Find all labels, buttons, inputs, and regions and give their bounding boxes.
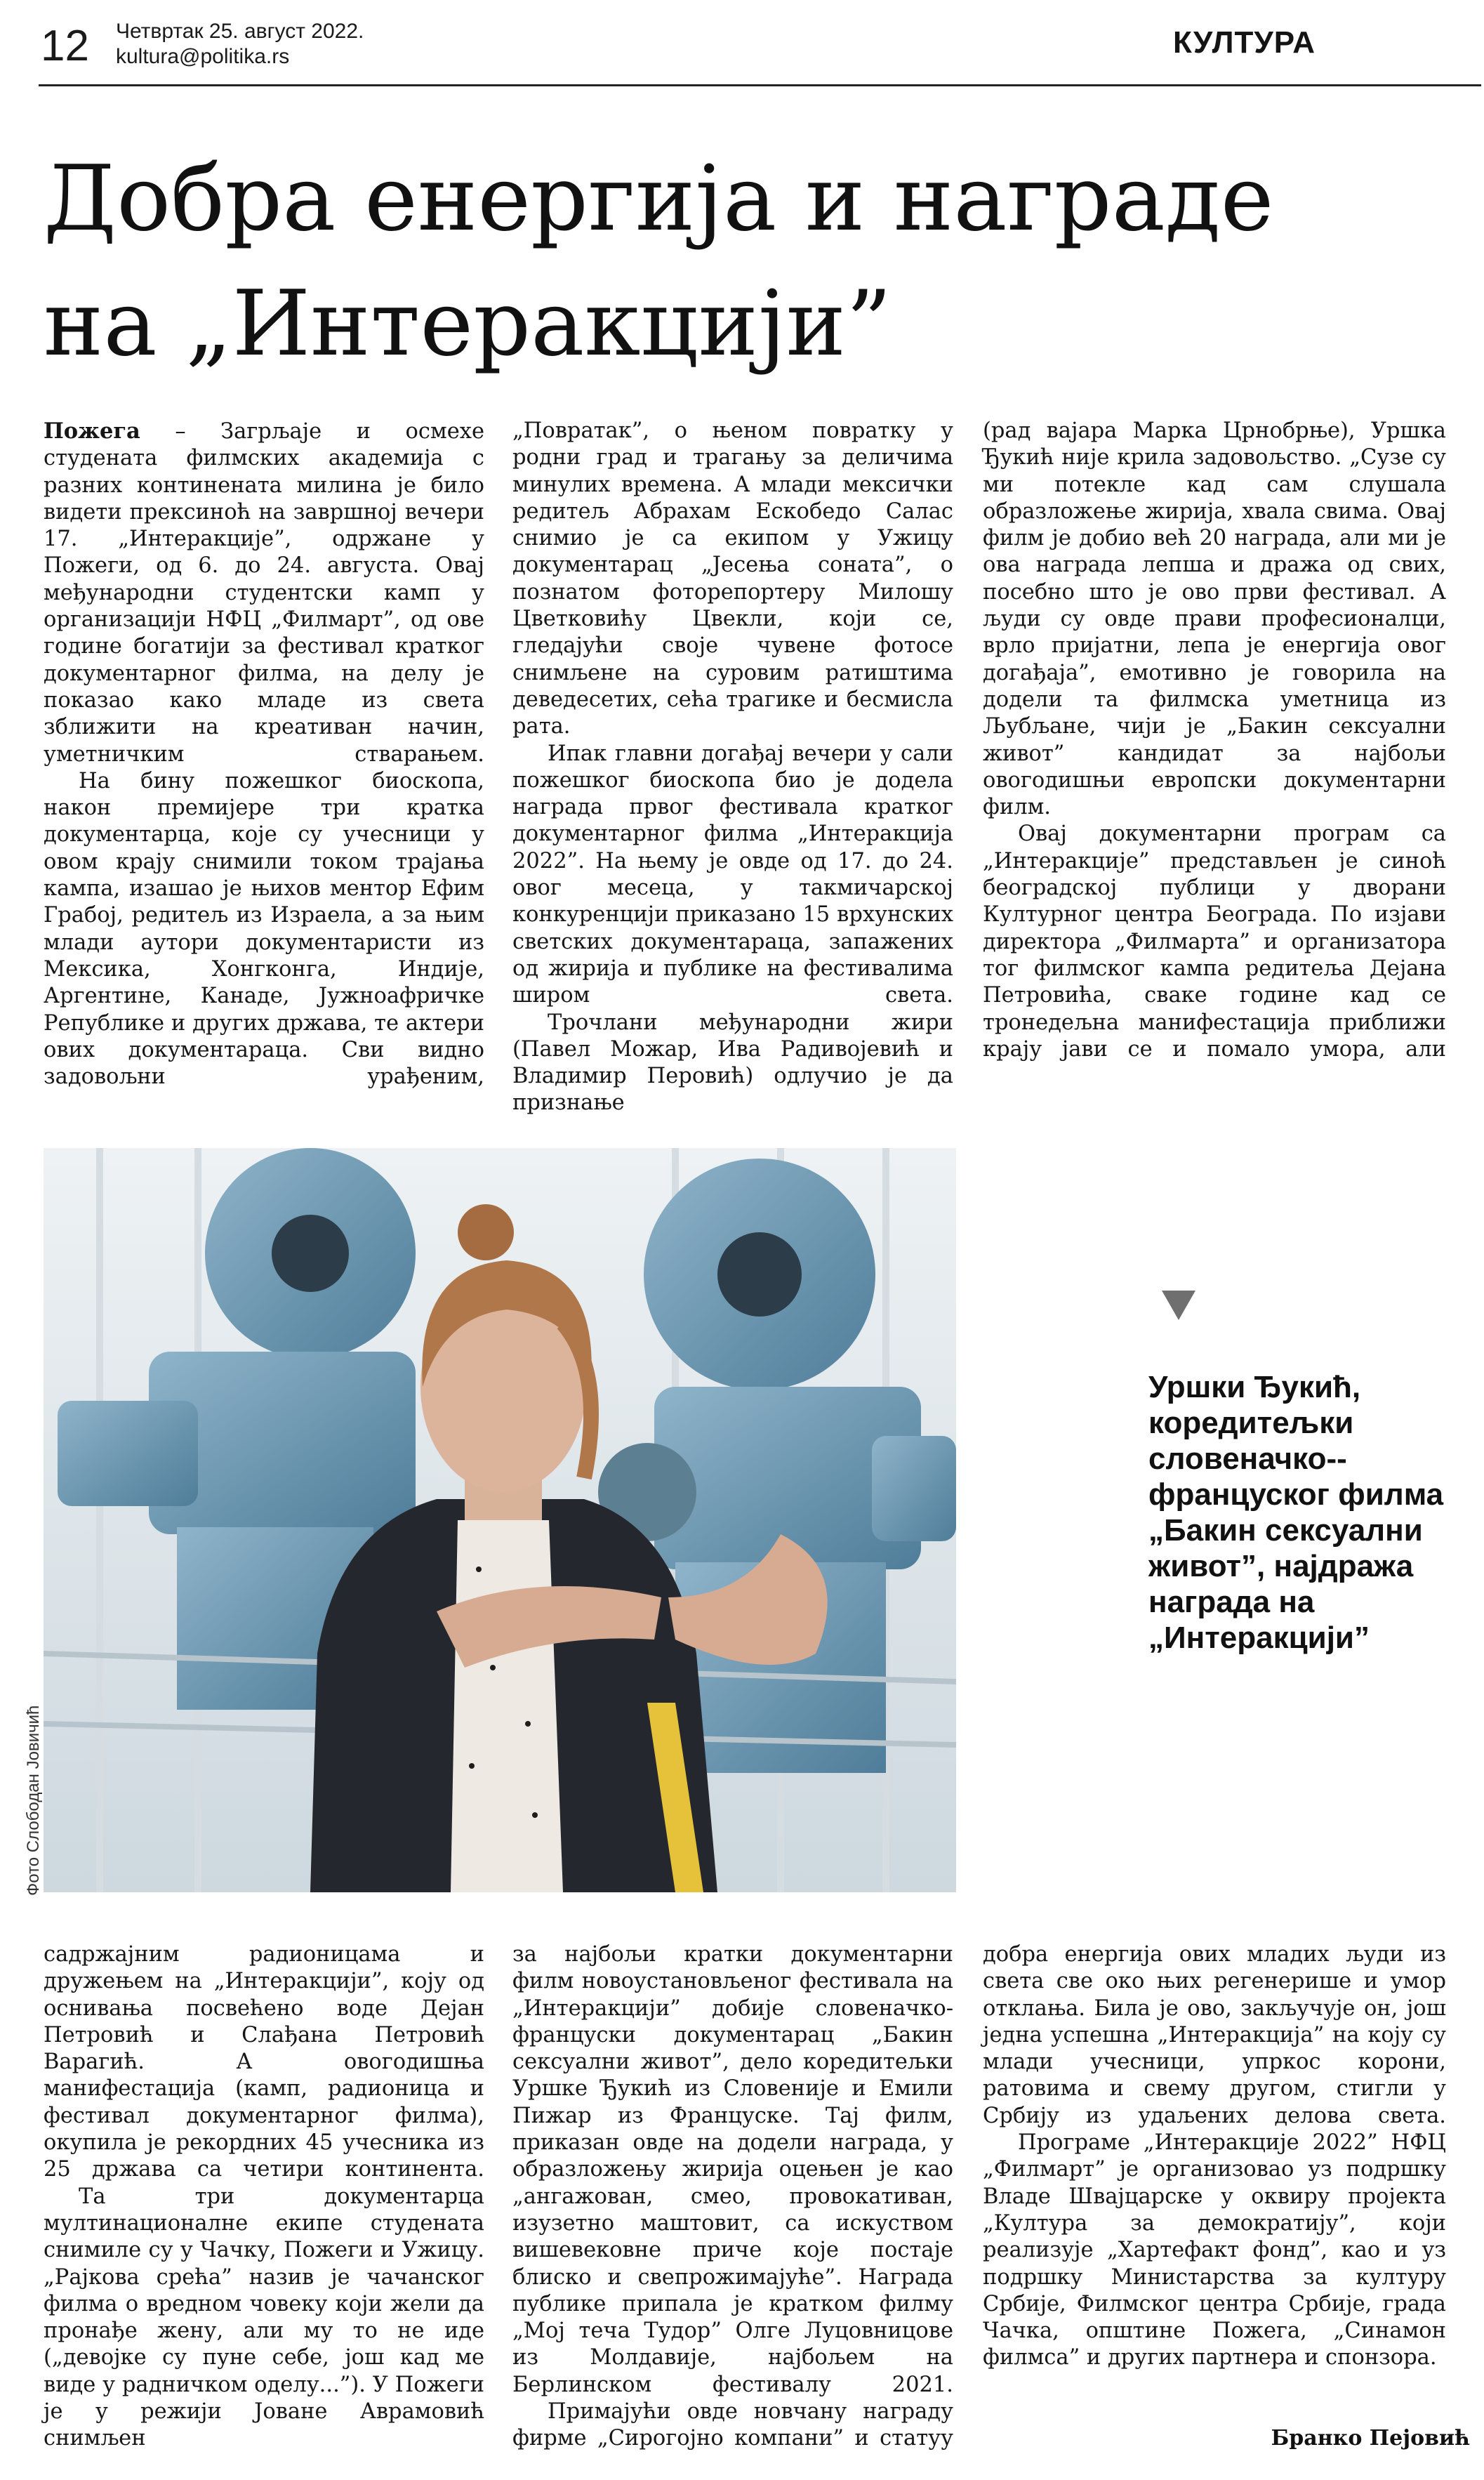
paragraph: Та три документарца мултинационалне екипе студената снимиле су у Чачку, Пожеги и Ужицу. „Рајкова срећа” назив је чачанског филма о вредном човеку који жели да пронађе жену, али му то не иде („девојке су пуне себе, још кад ме виде у радничком оделу...”). У Пожеги је у режији Јоване Аврамовић снимљен (44, 2184, 484, 2451)
top-column-2 (512, 418, 953, 1117)
paragraph: – Загрљаје и осмехе студената филмских академија с разних континената милина је било видети прексиноћ на завршној вечери 17. „Интеракције”, одржане у Пожеги, од 6. до 24. августа. Овај међународни студентски камп у организацији НФЦ „Филмарт”, од ове године богатији за фестивал кратког документарног филма, на делу је показао како младе из света зближити на креативан начин, уметничким стварањем. (44, 419, 484, 767)
article-headline (44, 137, 1447, 387)
bottom-column-3 (983, 1941, 1446, 2372)
page-number: 12 (41, 22, 89, 70)
headline-line-1: Добра енергија и награде (44, 147, 1274, 251)
paragraph: (рад вајара Марка Црнобрње), Уршка Ђукић није крила задовољство. „Сузе су ми потекле кад сам слушала образложење жирија, хвала свима. Овај филм је добио већ 20 награда, али ми је ова награда лепша и дража од свих, посебно што је ово први фестивал. А људи су овде прави професионалци, врло пријатни, лепа је енергија овог догађаја”, емотивно је говорила на додели та филмска уметница из Љубљане, чији је „Бакин сексуални живот” кандидат за најбољи овогодишњи европски документарни филм. (983, 418, 1446, 820)
paragraph: Трочлани међународни жири (Павел Можар, Ива Радивојевић и Владимир Перовић) одлучио је да признање (512, 1010, 953, 1116)
paragraph: „Повратак”, о њеном повратку у родни град и трагању за деличима минулих времена. А млади мексички редитељ Абрахам Ескобедо Салас снимио је са екипом у Ужицу документарац „Јесења соната”, о познатом фоторепортеру Милошу Цветковићу Цвекли, који се, гледајући своје чувене фотосе снимљене на суровим ратиштима деведесетих, сећа трагике и бесмисла рата. (512, 418, 953, 739)
article-dateline: Пожега (44, 418, 140, 444)
bottom-column-1 (44, 1941, 484, 2453)
paragraph: добра енергија ових младих људи из света све око њих регенерише и умор отклања. Била је ово, закључује он, још једна успешна „Интеракција” на коју су млади учесници, упркос корони, ратовима и свему другом, стигли у Србију из удаљених делова света. (983, 1942, 1446, 2128)
paragraph: Програме „Интеракције 2022” НФЦ „Филмарт” је организовао уз подршку Владе Швајцарске у оквиру пројекта „Култура за демократију”, који реализује „Хартефакт фонд”, као и уз подршку Министарства за културу Србије, Филмског центра Србије, града Чачка, општине Пожега, „Синамон филмса” и других партнера и спонзора. (983, 2130, 1446, 2370)
paragraph: Ипак главни догађај вечери у сали пожешког биоскопа био је додела награда првог фестивала кратког документарног филма „Интеракција 2022”. На њему је овде од 17. до 24. овог месеца, у такмичарској конкуренцији приказано 15 врхунских светских документараца, запажених од жирија и публике на фестивалима широм света. (512, 741, 953, 1008)
paragraph: за најбољи кратки документарни филм новоустановљеног фестивала на „Интеракцији” добије словеначко-француски документарац „Бакин сексуални живот”, дело коредитељки Уршке Ђукић из Словеније и Емили Пижар из Француске. Тај филм, приказан овде на додели награда, у образложењу жирија оцењен је као „ангажован, смео, провокативан, изузетно маштовит, са искуством вишевековне приче које постаје блиско и свепрожимајуће”. Награда публике припала је кратком филму „Мој теча Тудор” Олге Луцовницове из Молдавије, најбољем на Берлинском фестивалу 2021. (512, 1942, 953, 2397)
top-column-1 (44, 418, 484, 1090)
caption-arrow-icon (1162, 1291, 1195, 1320)
headline-line-2: на „Интеракцији” (44, 272, 892, 376)
section-email: kultura@politika.rs (116, 45, 290, 68)
photo-caption: Уршки Ђукић, коредитељки словеначко--француског филма „Бакин сексуални живот”, најдража награда на „Интеракцији” (1148, 1370, 1444, 1655)
article-photo (44, 1148, 956, 1892)
photo-illustration (44, 1148, 956, 1892)
author-byline: Бранко Пејовић (1271, 2426, 1470, 2451)
paragraph: Примајући овде новчану награду фирме „Сирогојно компани” и статуу (512, 2399, 953, 2451)
issue-date: Четвртак 25. август 2022. (116, 20, 364, 43)
paragraph: Овај документарни програм са „Интеракције” представљен је синоћ београдској публици у дворани Културног центра Београда. По изјави директора „Филмарта” и организатора тог филмског кампа редитеља Дејана Петровића, сваке године кад се тронедељна манифестација приближи крају јави се и помало умора, али (983, 822, 1446, 1062)
paragraph: На бину пожешког биоскопа, након премијере три кратка документарца, које су учесници у овом крају снимили током трајања кампа, изашао је њихов ментор Ефим Грабој, редитељ из Израела, а за њим млади аутори документаристи из Мексика, Хонгконга, Индије, Аргентине, Канаде, Јужноафричке Републике и других држава, те актери ових документараца. Сви видно задовољни урађеним, (44, 768, 484, 1090)
bottom-column-2 (512, 1941, 953, 2453)
top-column-3 (983, 418, 1446, 1063)
section-title: КУЛТУРА (1172, 25, 1316, 60)
paragraph: садржајним радионицама и дружењем на „Интеракцији”, коју од оснивања посвећено воде Дејан Петровић и Слађана Петровић Варагић. А овогодишња манифестација (камп, радионица и фестивал документарног филма), окупила је рекордних 45 учесника из 25 држава са четири континента. (44, 1942, 484, 2182)
page-header (0, 0, 1484, 91)
photo-credit: Фото Слободан Јовичић (24, 1705, 43, 1896)
header-rule (39, 84, 1481, 86)
